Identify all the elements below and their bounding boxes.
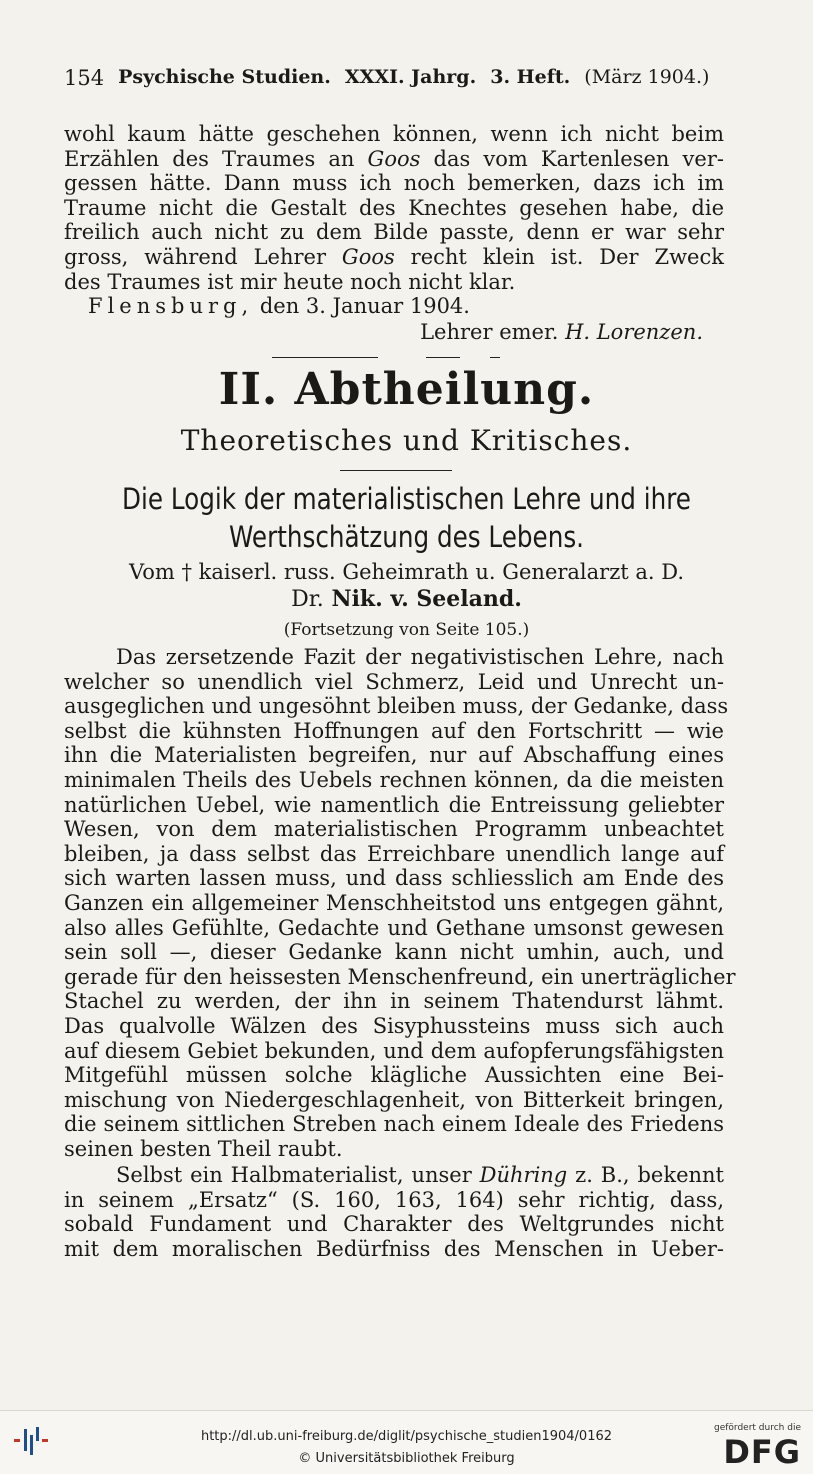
sponsor-caption: gefördert durch die [714, 1423, 801, 1433]
section-subtitle: Theoretisches und Kritisches. [180, 424, 633, 457]
text-line: sobald Fundament und Charakter des Weltgrundes nicht [64, 1212, 724, 1237]
text-line: Das qualvolle Wälzen des Sisyphussteins muss sich auch [64, 1013, 724, 1038]
author-byline: Vom † kaiserl. russ. Geheimrath u. Generalarzt a. D. [128, 560, 685, 584]
letter-closing-paragraph [64, 122, 724, 294]
text-line: gross, während Lehrer Goos recht klein ist. Der Zweck [64, 244, 724, 269]
text-line: Selbst ein Halbmaterialist, unser Dühring z. B., bekennt [116, 1163, 724, 1187]
divider [272, 357, 378, 358]
text-line: welcher so unendlich viel Schmerz, Leid und Unrecht un- [64, 669, 724, 694]
article-title-line: Die Logik der materialistischen Lehre und ihre [122, 482, 691, 516]
divider [426, 357, 460, 358]
text-line: auf diesem Gebiet bekunden, und dem aufopferungsfähigsten [64, 1038, 724, 1063]
body-paragraph-2 [64, 1163, 724, 1261]
article-title [61, 480, 752, 556]
article-title-line: Werthschätzung des Lebens. [228, 520, 585, 554]
text-line: mit dem moralischen Bedürfniss des Menschen in Ueber- [64, 1236, 724, 1261]
text-line: Mitgefühl müssen solche klägliche Aussichten eine Bei- [64, 1063, 724, 1088]
text-line: wohl kaum hätte geschehen können, wenn ich nicht beim [64, 122, 724, 146]
page-number: 154 [64, 66, 105, 90]
journal-volume: XXXI. Jahrg. [344, 66, 477, 88]
author-prefix: Dr. [291, 587, 324, 612]
text-line: Das zersetzende Fazit der negativistischen Lehre, nach [116, 645, 724, 669]
text-line: sein soll —, dieser Gedanke kann nicht umhin, auch, und [64, 940, 724, 965]
viewer-footer [0, 1410, 813, 1474]
text-line: also alles Gefühlte, Gedachte und Gethane umsonst gewesen [64, 915, 724, 940]
text-line: freilich auch nicht zu dem Bilde passte, denn er war sehr [64, 220, 724, 245]
continuation-note: (Fortsetzung von Seite 105.) [283, 620, 530, 640]
text-line: Stachel zu werden, der ihn in seinem Thatendurst lähmt. [64, 989, 724, 1014]
journal-title: Psychische Studien. [118, 66, 331, 88]
place-date-line [88, 294, 470, 318]
journal-issue: 3. Heft. [490, 66, 571, 88]
text-line: natürlichen Uebel, wie namentlich die Entreissung geliebter [64, 792, 724, 817]
name-duehring: Dühring [479, 1163, 568, 1187]
text-line: Ganzen ein allgemeiner Menschheitstod uns entgegen gähnt, [64, 890, 724, 915]
signature-title: Lehrer emer. [420, 320, 559, 344]
place-name: Flensburg, [88, 294, 254, 318]
text-line: bleiben, ja dass selbst das Erreichbare unendlich lange auf [64, 841, 724, 866]
signature-name: H. Lorenzen. [565, 320, 703, 344]
text-line: mischung von Niedergeschlagenheit, von Bitterkeit bringen, [64, 1087, 724, 1112]
text-line: gessen hätte. Dann muss ich noch bemerken, dazs ich im [64, 171, 724, 196]
dfg-logo: DFG [723, 1433, 801, 1471]
body-paragraph-1 [64, 645, 736, 1161]
text-line: des Traumes ist mir heute noch nicht klar. [64, 269, 516, 294]
journal-date: (März 1904.) [584, 66, 710, 88]
text-line: seinen besten Theil raubt. [64, 1136, 343, 1161]
name-goos: Goos [367, 146, 421, 171]
running-header [64, 66, 724, 90]
text-line: Erzählen des Traumes an Goos das vom Kartenlesen ver- [64, 146, 724, 171]
author-name-line [0, 586, 813, 612]
text-line: selbst die kühnsten Hoffnungen auf den Fortschritt — wie [64, 718, 724, 743]
copyright-notice: © Universitätsbibliothek Freiburg [298, 1451, 515, 1466]
name-goos: Goos [341, 244, 395, 269]
text-line: Wesen, von dem materialistischen Programm unbeachtet [64, 817, 724, 842]
text-line: sich warten lassen muss, und dass schliesslich am Ende des [64, 866, 724, 891]
divider [490, 357, 500, 358]
author-name: Nik. v. Seeland. [331, 586, 522, 612]
text-line: in seinem „Ersatz“ (S. 160, 163, 164) sehr richtig, dass, [64, 1187, 724, 1212]
text-line: ausgeglichen und ungesöhnt bleiben muss, der Gedanke, dass [64, 694, 729, 719]
signature [420, 320, 703, 344]
letter-date: den 3. Januar 1904. [259, 294, 470, 318]
text-line: Traume nicht die Gestalt des Knechtes gesehen habe, die [64, 195, 724, 220]
text-line: gerade für den heissesten Menschenfreund, ein unerträglicher [64, 964, 736, 989]
source-url[interactable]: http://dl.ub.uni-freiburg.de/diglit/psychische_studien1904/0162 [200, 1429, 613, 1444]
section-title: II. Abtheilung. [218, 364, 595, 415]
divider [340, 470, 452, 471]
text-line: die seinem sittlichen Streben nach einem Ideale des Friedens [64, 1112, 724, 1137]
text-line: ihn die Materialisten begreifen, nur auf Abschaffung eines [64, 743, 724, 768]
text-line: minimalen Theils des Uebels rechnen können, da die meisten [64, 767, 724, 792]
